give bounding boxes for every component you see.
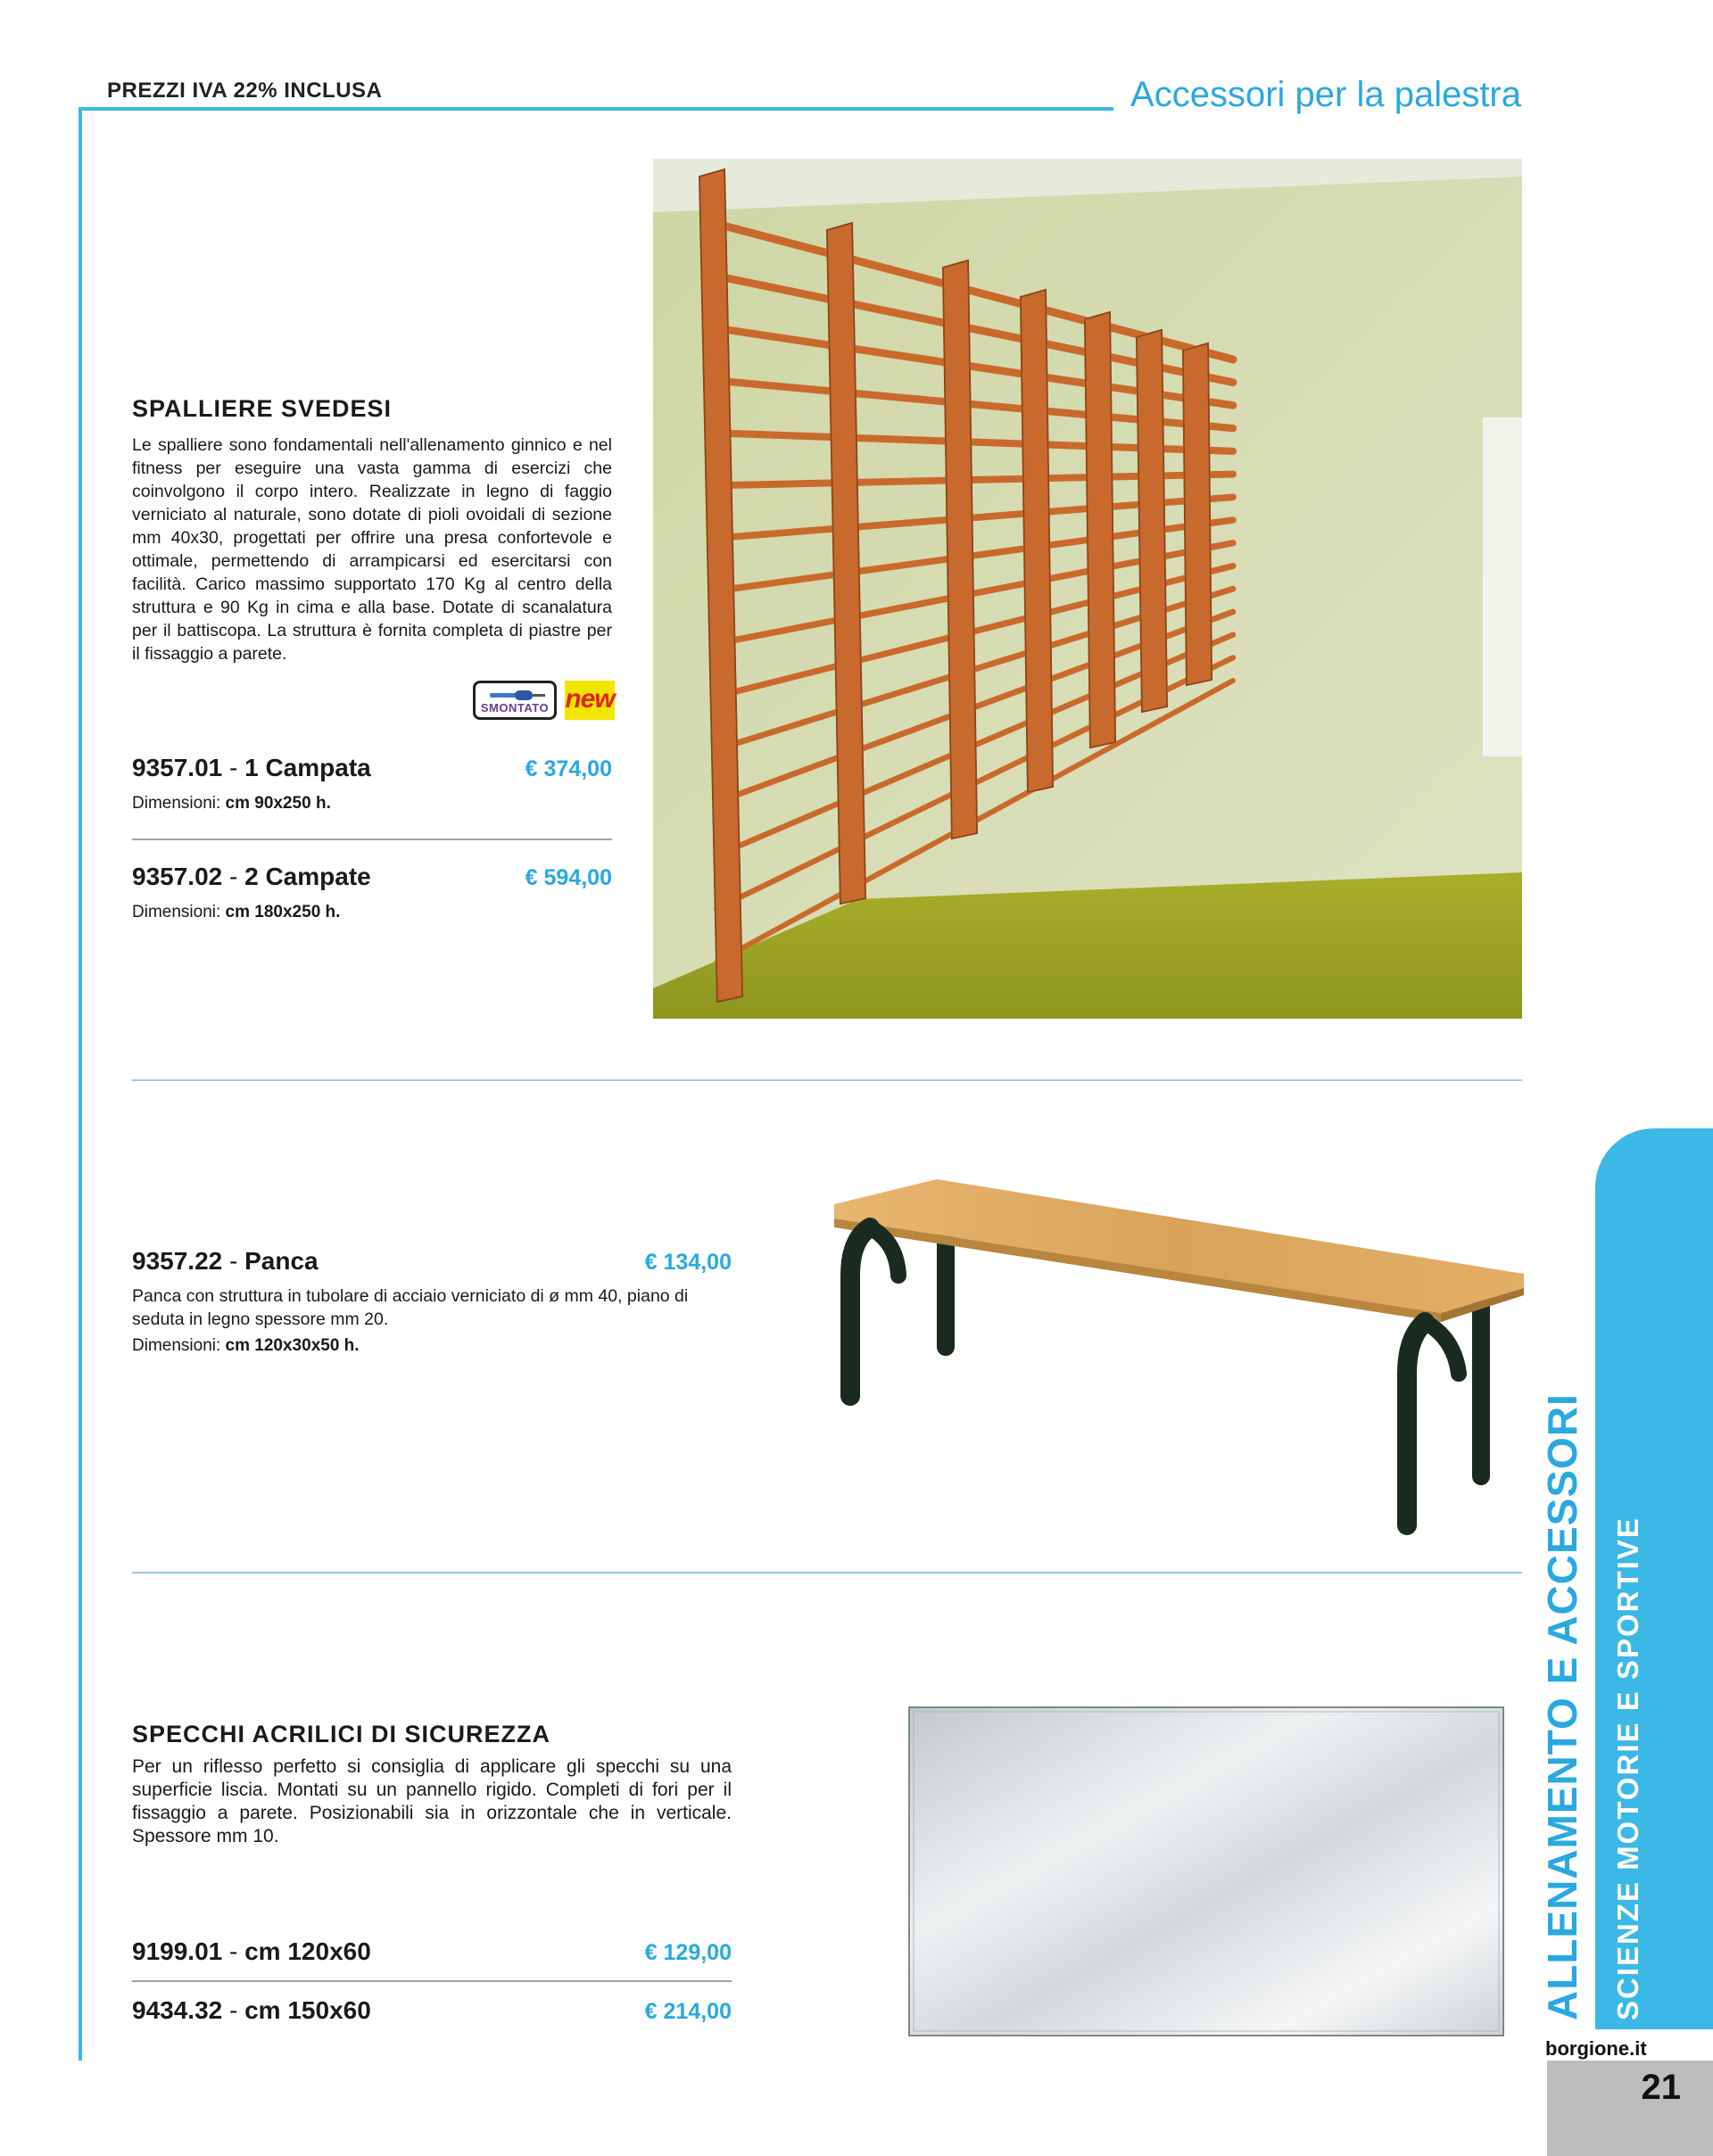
- dims-value: cm 90x250 h.: [225, 794, 331, 813]
- product-row: [132, 754, 371, 782]
- header-rule: [79, 107, 1113, 111]
- product-price: € 374,00: [525, 756, 612, 781]
- product-row: [132, 863, 371, 891]
- dims-label: Dimensioni:: [132, 1336, 221, 1355]
- product-price: € 129,00: [644, 1940, 732, 1965]
- new-label: new: [565, 684, 615, 714]
- product-price: € 594,00: [525, 865, 612, 890]
- product-dimensions: [132, 903, 340, 922]
- dims-value: cm 120x30x50 h.: [225, 1336, 360, 1355]
- code-separator: -: [222, 1247, 245, 1275]
- code-separator: -: [222, 863, 245, 890]
- page-number: 21: [1641, 2068, 1681, 2107]
- product-code: 9357.22: [132, 1247, 223, 1275]
- site-url: borgione.it: [1545, 2037, 1647, 2060]
- divider: [132, 838, 612, 840]
- product-row: [132, 1996, 371, 2025]
- product-row: [132, 1937, 371, 1966]
- page-section-title: Accessori per la palestra: [1130, 75, 1521, 114]
- spalliere-description: Le spalliere sono fondamentali nell'allenamento ginnico e nel fitness per eseguire una vasta gamma di esercizi che coinvolgono il corpo intero. Realizzate in legno di faggio verniciato al naturale, sono dotate di pioli ovoidali di sezione mm 40x30, progettati per offrire una presa confortevole e ottimale, permettendo di arrampicarsi ed esercitarsi con facilità. Carico massimo supportato 170 Kg al centro della struttura e 90 Kg in cima e alla base. Dotate di scanalatura per il battiscopa. La struttura è fornita completa di piastre per il fissaggio a parete.: [132, 435, 612, 664]
- product-dimensions: [132, 794, 331, 814]
- product-price: € 134,00: [644, 1250, 732, 1275]
- section-divider: [132, 1079, 1522, 1081]
- specchi-title: SPECCHI ACRILICI DI SICUREZZA: [132, 1721, 551, 1747]
- product-code: 9434.32: [132, 1996, 223, 2024]
- product-code: 9357.01: [132, 754, 223, 781]
- code-separator: -: [222, 1937, 245, 1965]
- product-name: Panca: [244, 1247, 319, 1275]
- dims-label: Dimensioni:: [132, 794, 221, 813]
- smontato-label: SMONTATO: [480, 701, 550, 715]
- panca-description: Panca con struttura in tubolare di acciaio verniciato di ø mm 40, piano di seduta in legno spessore mm 20.: [132, 1286, 689, 1329]
- side-category: ALLENAMENTO E ACCESSORI: [1539, 1393, 1585, 2020]
- divider: [132, 1980, 732, 1982]
- product-row: [132, 1247, 319, 1276]
- left-margin-rule: [79, 107, 82, 2061]
- product-code: 9357.02: [132, 863, 223, 890]
- product-dimensions: [132, 1336, 360, 1356]
- product-price: € 214,00: [644, 1999, 732, 2024]
- side-subcategory: SCIENZE MOTORIE E SPORTIVE: [1611, 1516, 1644, 2020]
- new-badge: [565, 681, 615, 720]
- mirror-image: [908, 1706, 1504, 2036]
- specchi-description: Per un riflesso perfetto si consiglia di applicare gli specchi su una superficie liscia. Montati su un pannello rigido. Completi di fori per il fissaggio a parete. Posizionabili sia in orizzontale che in verticale. Spessore mm 10.: [132, 1756, 732, 1846]
- section-divider: [132, 1572, 1522, 1574]
- spalliere-title: SPALLIERE SVEDESI: [132, 395, 393, 422]
- smontato-badge: [473, 681, 557, 720]
- wall-bars-photo: [653, 159, 1522, 1019]
- product-name: 2 Campate: [244, 863, 371, 890]
- code-separator: -: [222, 754, 245, 781]
- code-separator: -: [222, 1996, 245, 2024]
- prices-note: PREZZI IVA 22% INCLUSA: [107, 78, 383, 103]
- product-code: 9199.01: [132, 1937, 223, 1965]
- product-name: 1 Campata: [244, 754, 371, 781]
- product-name: cm 120x60: [244, 1937, 371, 1965]
- dims-label: Dimensioni:: [132, 903, 221, 921]
- dims-value: cm 180x250 h.: [225, 903, 341, 921]
- product-name: cm 150x60: [244, 1996, 371, 2024]
- bench-image: [825, 1169, 1530, 1543]
